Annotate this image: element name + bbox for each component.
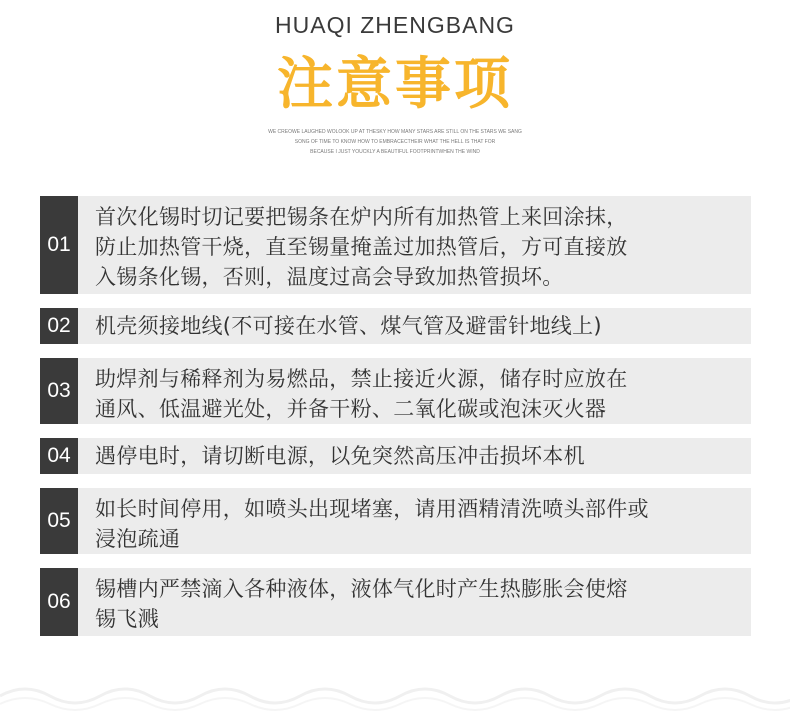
brand-name: HUAQI ZHENGBANG — [275, 12, 515, 38]
item-number: 04 — [40, 438, 78, 474]
notice-item-05 — [40, 488, 751, 554]
item-number: 05 — [40, 488, 78, 554]
notice-item-03 — [40, 358, 751, 424]
notice-item-04 — [40, 438, 751, 474]
item-text: 助焊剂与稀释剂为易燃品，禁止接近火源，储存时应放在 通风、低温避光处，并备干粉、二氧化碳或泡沫灭火器 — [95, 367, 628, 421]
item-text: 遇停电时，请切断电源，以免突然高压冲击损坏本机 — [95, 444, 585, 468]
item-number: 06 — [40, 568, 78, 636]
item-text: 如长时间停用，如喷头出现堵塞，请用酒精清洗喷头部件或 浸泡疏通 — [95, 497, 649, 551]
notice-item-06 — [40, 568, 751, 636]
item-number: 01 — [40, 196, 78, 294]
item-number: 02 — [40, 308, 78, 344]
tagline: WE CREOWE LAUGHED WOLOOK UP AT THESKY HOW MANY STARS ARE STILL ON THE STARS WE SANG SONG OF TIME TO KNOW HOW TO EMBRACECTHEIR WHAT THE HELL IS THAT FOR BECAUSE I JUST YOUCKLY A BEAUTIFUL FOOTPRINTWHEN THE WIND — [268, 129, 522, 155]
decorative-wave — [0, 676, 790, 716]
notice-item-02 — [40, 308, 751, 344]
item-text: 首次化锡时切记要把锡条在炉内所有加热管上来回涂抹， 防止加热管干烧，直至锡量掩盖过加热管后，方可直接放 入锡条化锡，否则，温度过高会导致加热管损坏。 — [95, 205, 628, 289]
item-number: 03 — [40, 358, 78, 424]
notice-item-01 — [40, 196, 751, 294]
item-text: 机壳须接地线(不可接在水管、煤气管及避雷针地线上) — [95, 314, 602, 338]
page-title: 注意事项 — [277, 52, 513, 117]
item-text: 锡槽内严禁滴入各种液体，液体气化时产生热膨胀会使熔 锡飞溅 — [95, 577, 628, 631]
